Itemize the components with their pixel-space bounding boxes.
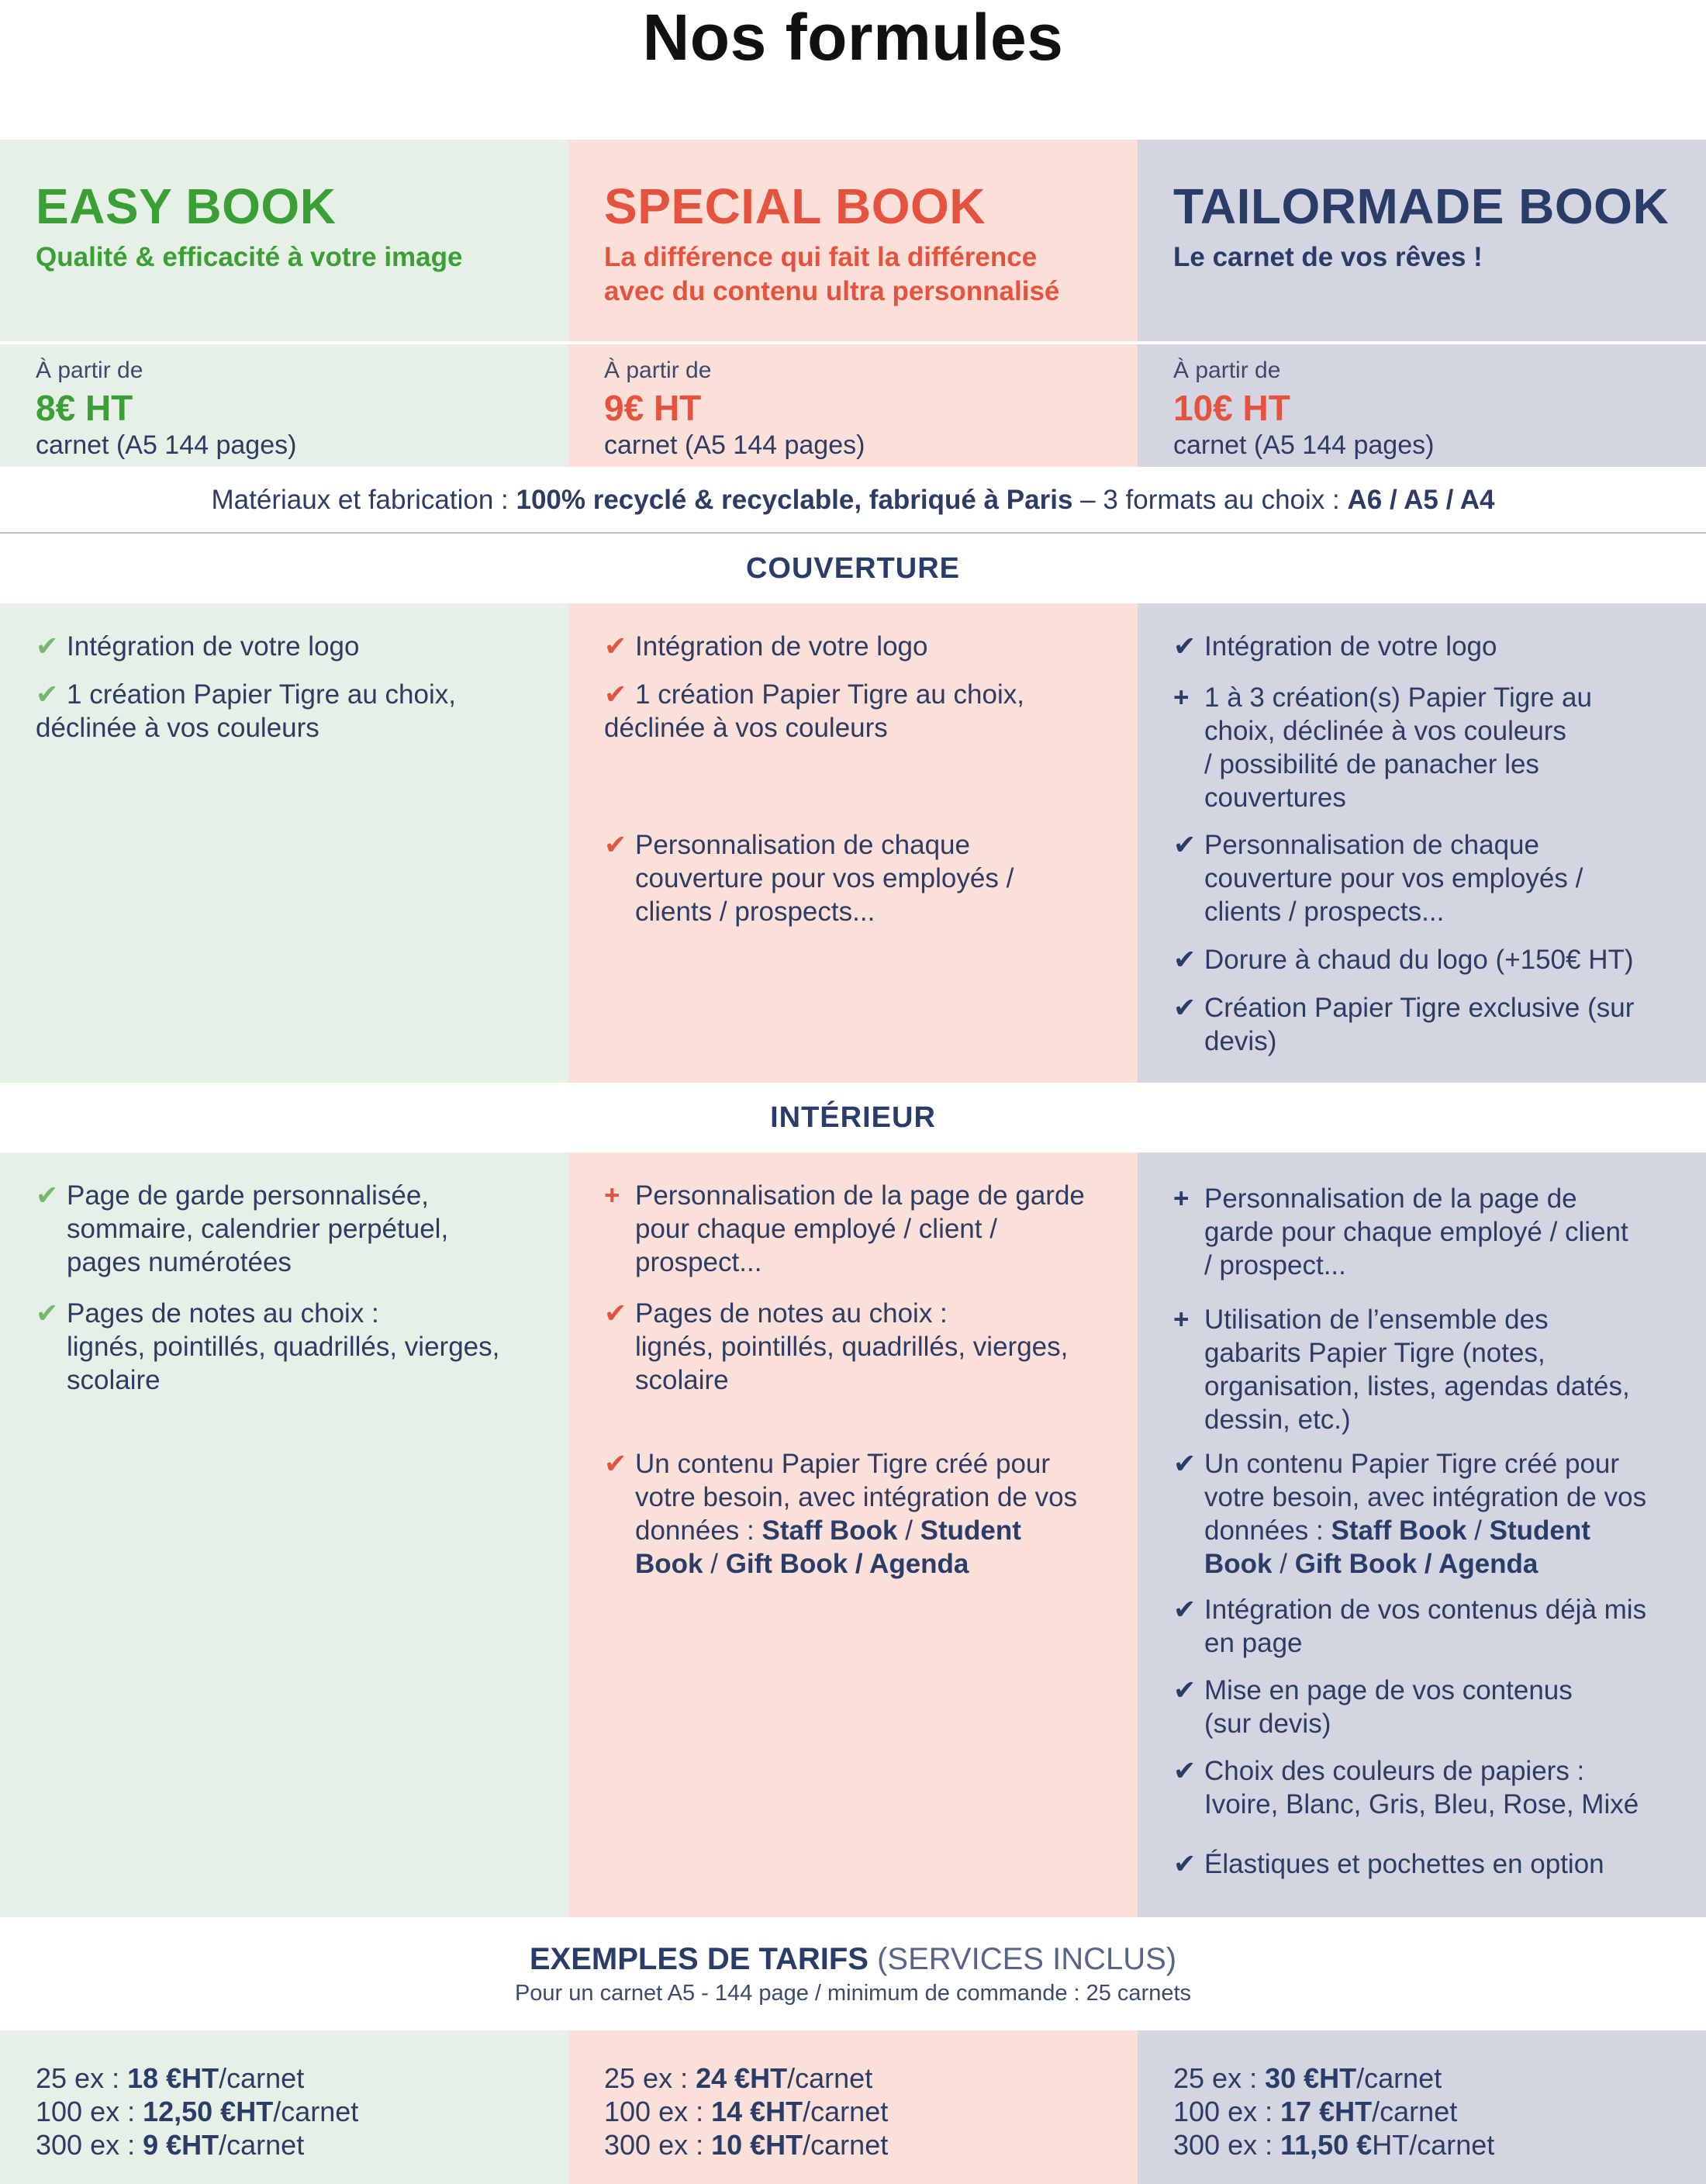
tarif-line: 100 ex : 14 €HT/carnet — [604, 2096, 889, 2127]
feature-item: ✔ Un contenu Papier Tigre créé pour votre besoin, avec intégration de vos données : Staff Book / Student Book / Gift Book / Agenda — [1173, 1449, 1647, 1579]
page-title: Nos formules — [642, 1, 1064, 74]
plus-icon: + — [1173, 1305, 1190, 1335]
price-value: 8€ HT — [36, 388, 133, 428]
check-icon: ✔ — [1173, 1849, 1197, 1879]
plan-tagline — [604, 240, 1138, 309]
price-tailormade — [1138, 344, 1706, 467]
plan-easy-header — [0, 140, 568, 341]
feature-item: ✔ Intégration de votre logo — [1173, 631, 1497, 662]
price-unit: carnet (A5 144 pages) — [1173, 430, 1435, 460]
plan-tailormade-header — [1138, 140, 1706, 341]
feature-item: + 1 à 3 création(s) Papier Tigre au choix, déclinée à vos couleurs / possibilité de panacher les couvertures — [1173, 682, 1592, 813]
plan-special-header — [568, 140, 1138, 341]
feature-item: + Utilisation de l’ensemble des gabarits Papier Tigre (notes, organisation, listes, agendas datés, dessin, etc.) — [1173, 1305, 1630, 1435]
section-cover-heading: COUVERTURE — [745, 552, 961, 585]
feature-item: ✔ Intégration de votre logo — [36, 631, 360, 662]
from-label: À partir de — [604, 358, 712, 383]
check-icon: ✔ — [1173, 1595, 1197, 1625]
materials-prefix: Matériaux et fabrication : — [211, 485, 516, 515]
tarifs-row — [0, 2030, 1706, 2184]
interior-easy — [0, 1152, 568, 1917]
feature-item: ✔ Page de garde personnalisée, sommaire, calendrier perpétuel, pages numérotées — [36, 1180, 449, 1277]
interior-row — [0, 1152, 1706, 1917]
cover-row — [0, 603, 1706, 1083]
price-unit: carnet (A5 144 pages) — [36, 430, 297, 460]
tarifs-heading: EXEMPLES DE TARIFS (SERVICES INCLUS) — [529, 1942, 1177, 1976]
check-icon: ✔ — [1173, 1756, 1197, 1786]
cover-special — [568, 603, 1138, 1083]
check-icon: ✔ — [1173, 1675, 1197, 1705]
plan-header-row — [0, 140, 1706, 341]
cover-easy — [0, 603, 568, 1083]
feature-item: ✔ Pages de notes au choix : lignés, pointillés, quadrillés, vierges, scolaire — [36, 1298, 500, 1395]
feature-item: ✔ Choix des couleurs de papiers : Ivoire, Blanc, Gris, Bleu, Rose, Mixé — [1173, 1756, 1639, 1819]
feature-item: ✔ Personnalisation de chaque couverture pour vos employés / clients / prospects... — [1173, 830, 1583, 927]
tarif-line: 25 ex : 30 €HT/carnet — [1173, 2062, 1442, 2094]
feature-item: ✔ Intégration de vos contenus déjà mis en page — [1173, 1595, 1647, 1658]
tarifs-tailormade — [1138, 2030, 1706, 2184]
feature-item: + Personnalisation de la page de garde pour chaque employé / client / prospect... — [604, 1180, 1085, 1277]
interior-tailormade — [1138, 1152, 1706, 1917]
feature-item: ✔ Mise en page de vos contenus (sur devis) — [1173, 1675, 1573, 1739]
plan-name: TAILORMADE BOOK — [1173, 178, 1670, 234]
feature-item: ✔ Dorure à chaud du logo (+150€ HT) — [1173, 945, 1634, 975]
check-icon: ✔ — [604, 631, 627, 662]
tagline-line: avec du contenu ultra personnalisé — [604, 276, 1060, 306]
tarif-line: 300 ex : 11,50 €HT/carnet — [1173, 2129, 1495, 2161]
price-value: 10€ HT — [1173, 388, 1290, 428]
from-label: À partir de — [36, 358, 143, 383]
plus-icon: + — [1173, 1184, 1190, 1214]
materials-mid: – 3 formats au choix : — [1072, 485, 1348, 515]
tarifs-special — [568, 2030, 1138, 2184]
feature-item: ✔ Pages de notes au choix : lignés, pointillés, quadrillés, vierges, scolaire — [604, 1298, 1069, 1395]
plan-tagline: Le carnet de vos rêves ! — [1173, 242, 1483, 272]
feature-item: ✔ 1 création Papier Tigre au choix, déclinée à vos couleurs — [604, 679, 1024, 743]
feature-item: ✔ Création Papier Tigre exclusive (sur devis) — [1173, 993, 1635, 1056]
tarif-line: 300 ex : 10 €HT/carnet — [604, 2129, 889, 2161]
tarif-line: 100 ex : 17 €HT/carnet — [1173, 2096, 1458, 2127]
check-icon: ✔ — [1173, 945, 1197, 975]
price-unit: carnet (A5 144 pages) — [604, 430, 865, 460]
check-icon: ✔ — [36, 679, 59, 710]
tarif-line: 25 ex : 18 €HT/carnet — [36, 2062, 305, 2094]
tarif-line: 100 ex : 12,50 €HT/carnet — [36, 2096, 359, 2127]
tarifs-subtitle: Pour un carnet A5 - 144 page / minimum de commande : 25 carnets — [514, 1981, 1192, 2006]
plan-name: EASY BOOK — [36, 178, 337, 234]
price-easy — [0, 344, 568, 467]
check-icon: ✔ — [604, 1298, 627, 1329]
check-icon: ✔ — [1173, 631, 1197, 662]
check-icon: ✔ — [604, 1449, 627, 1479]
interior-special — [568, 1152, 1138, 1917]
plan-name: SPECIAL BOOK — [604, 178, 986, 234]
price-special — [568, 344, 1138, 467]
from-label: À partir de — [1173, 358, 1281, 383]
materials-line — [0, 467, 1706, 534]
tarif-line: 25 ex : 24 €HT/carnet — [604, 2062, 873, 2094]
plan-tagline: Qualité & efficacité à votre image — [36, 242, 463, 272]
plus-icon: + — [1173, 682, 1190, 713]
cover-tailormade — [1138, 603, 1706, 1083]
check-icon: ✔ — [36, 1298, 59, 1329]
check-icon: ✔ — [1173, 830, 1197, 860]
feature-item: ✔ 1 création Papier Tigre au choix, déclinée à vos couleurs — [36, 679, 456, 743]
tagline-line: La différence qui fait la différence — [604, 242, 1038, 272]
price-value: 9€ HT — [604, 388, 702, 428]
price-row — [0, 344, 1706, 467]
check-icon: ✔ — [1173, 1449, 1197, 1479]
feature-item: ✔ Un contenu Papier Tigre créé pour votre besoin, avec intégration de vos données : Staff Book / Student Book / Gift Book / Agenda — [604, 1449, 1078, 1579]
feature-item: ✔ Personnalisation de chaque couverture pour vos employés / clients / prospects... — [604, 830, 1014, 927]
section-interior-heading: INTÉRIEUR — [770, 1101, 936, 1134]
tarifs-easy — [0, 2030, 568, 2184]
check-icon: ✔ — [604, 679, 627, 710]
feature-item: ✔ Élastiques et pochettes en option — [1173, 1849, 1604, 1879]
feature-item: + Personnalisation de la page de garde pour chaque employé / client / prospect... — [1173, 1184, 1628, 1280]
check-icon: ✔ — [36, 1180, 59, 1211]
check-icon: ✔ — [36, 631, 59, 662]
check-icon: ✔ — [604, 830, 627, 860]
check-icon: ✔ — [1173, 993, 1197, 1023]
tarif-line: 300 ex : 9 €HT/carnet — [36, 2129, 305, 2161]
plus-icon: + — [604, 1180, 620, 1211]
feature-item: ✔ Intégration de votre logo — [604, 631, 928, 662]
materials-bold: 100% recyclé & recyclable, fabriqué à Paris — [516, 485, 1073, 515]
formats: A6 / A5 / A4 — [1347, 485, 1495, 515]
